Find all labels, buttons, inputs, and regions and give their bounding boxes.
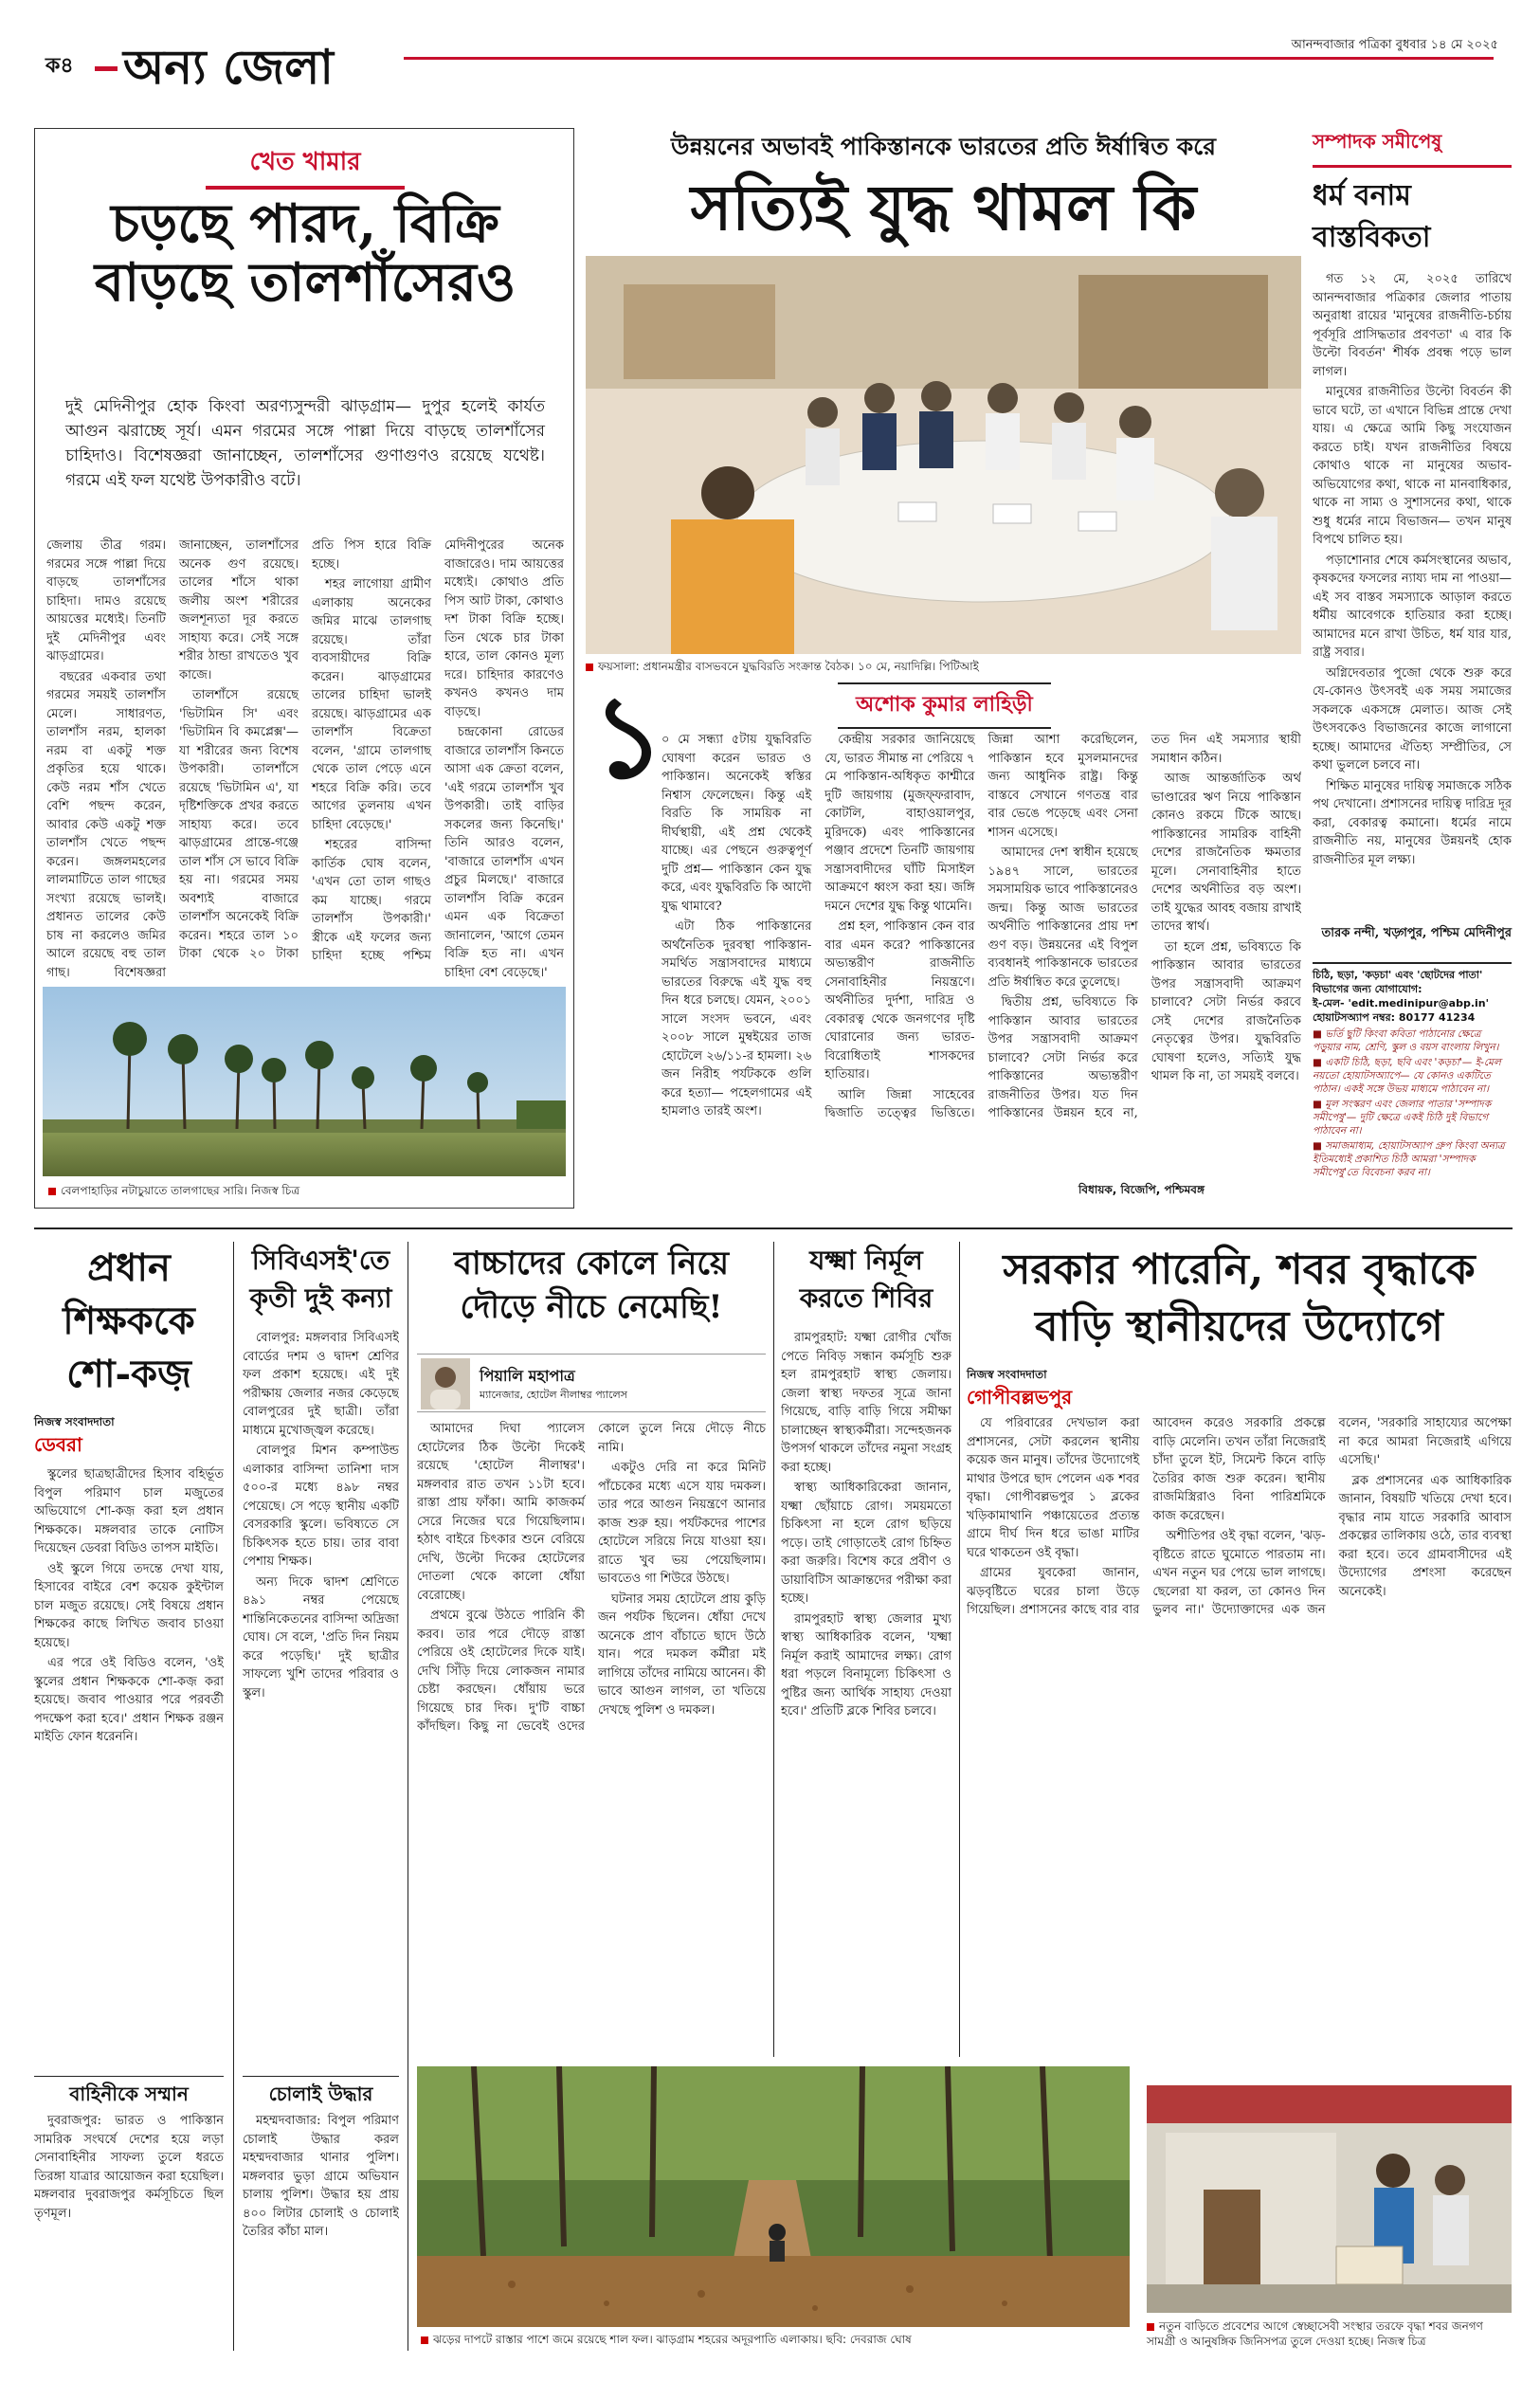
column-divider	[959, 1242, 960, 2057]
editor-section-title: সম্পাদক সমীপেষু	[1313, 128, 1512, 168]
page-number: ক৪	[45, 54, 74, 78]
cbse-headline: সিবিএসই'তে কৃতী দুই কন্যা	[249, 1245, 392, 1314]
khet-para: শহর লাগোয়া গ্রামীণ এলাকায় অনেকের জমির মাঝে তালগাছ রয়েছে। তাঁরা ব্যবসায়ীদের বিক্রি করেন। ঝাড়গ্রামের তালের চাহিদা ভালই রয়েছে। ঝাড়গ্রামের এক তালশাঁস বিক্রেতা বলেন, 'গ্রামে তালগাছ থেকে তাল পেড়ে এনে শহরে বিক্রি করি। তবে আগের তুলনায় এখন চাহিদা বেড়েছে।'	[312, 577, 431, 832]
khet-headline: চড়ছে পারদ, বিক্রি বাড়ছে তালশাঁসেরও	[94, 192, 516, 314]
khet-intro: দুই মেদিনীপুর হোক কিংবা অরণ্যসুন্দরী ঝাড়গ্রাম— দুপুর হলেই কার্যত আগুন ঝরাচ্ছে সূর্য। এমন গরমের সঙ্গে পাল্লা দিয়ে বাড়ছে তালশাঁসের চাহিদাও। বিশেষজ্ঞরা জানাচ্ছেন, তালশাঁসের গুণাগুণও রয়েছে যথেষ্ট। গরমে এই ফল যথেষ্ট উপকারীও বটে।	[65, 397, 545, 490]
khet-para: চন্দ্রকোনা রোডের বাজারে তালশাঁস কিনতে আসা এক ক্রেতা বলেন, 'এই গরমে তালশাঁস খুব উপকারী। তাই বাড়ির সকলের জন্য কিনেছি।' তিনি আরও বলেন, 'বাজারে তালশাঁস এখন প্রচুর মিলছে।' বাজারে তালশাঁস বিক্রি করেন এমন এক বিক্রেতা জানালেন, 'আগে তেমন বিক্রি হত না। এখন চাহিদা বেশ বেড়েছে।'	[444, 725, 564, 980]
tb-body	[781, 1329, 951, 2055]
headmaster-sub-body	[34, 2112, 224, 2358]
war-para: আমাদের দেশ স্বাধীন হয়েছে ১৯৪৭ সালে, ভারতের সমসাময়িক ভাবে পাকিস্তানেরও জন্ম। কিন্তু আজ ভারতের অর্থনীতি পাকিস্তানের প্রায় দশ গুণ বড়। উন্নয়নের এই বিপুল ব্যবধানই পাকিস্তানকে ভারতের প্রতি ঈর্ষান্বিত করে তুলেছে।	[987, 846, 1138, 990]
war-author-note: বিধায়ক, বিজেপি, পশ্চিমবঙ্গ	[1078, 1183, 1205, 1196]
war-kicker: উন্নয়নের অভাবই পাকিস্তানকে ভারতের প্রতি ঈর্ষান্বিত করে	[671, 133, 1216, 160]
headmaster-location: ডেবরা	[34, 1433, 82, 1456]
khet-body	[46, 536, 564, 982]
meeting-photo	[586, 256, 1301, 654]
shabar-house-photo	[1147, 2085, 1512, 2313]
editor-body	[1313, 270, 1512, 919]
cbse-subhead: চোলাই উদ্ধার	[243, 2076, 399, 2112]
khet-photo-caption-text: বেলপাহাড়ির নটাচুয়াতে তালগাছের সারি। নিজস্ব চিত্র	[61, 1184, 300, 1197]
headmaster-para: স্কুলের ছাত্রছাত্রীদের হিসাব বহির্ভূত বিপুল পরিমাণ চাল মজুতের অভিযোগে শো-কজ় করা হল প্রধান শিক্ষককে। মঙ্গলবার তাকে নোটিস দিয়েছেন ডেবরা বিডিও তাপস মাইতি।	[34, 1467, 224, 1555]
masthead	[0, 0, 1540, 114]
shabar-para: যে পরিবারের দেখভাল করা প্রশাসনের, সেটা করলেন স্থানীয় কয়েক জন মানুষ। তাঁদের উদ্যোগেই মাথার উপরে ছাদ পেলেন এক শবর বৃদ্ধা। গোপীবল্লভপুর ১ ব্লকের খড়িকামাথানি পঞ্চায়েতের প্রত্যন্ত গ্রামে দীর্ঘ দিন ধরে ভাঙা মাটির ঘরে থাকতেন ওই বৃদ্ধা।	[967, 1416, 1140, 1560]
column-divider	[773, 1242, 774, 2057]
caption-square-icon	[421, 2337, 428, 2344]
rescue-para: প্রথমে বুঝে উঠতে পারিনি কী করব। তার পরে দৌড়ে রাস্তা পেরিয়ে ওই হোটেলের দিকে যাই। দেখি সিঁড়ি দিয়ে লোকজন নামার চেষ্টা করছেন। ধোঁয়ায় ভরে গিয়েছে চার দিক। দু'টি বাচ্চা কাঁদছিল। কিছু না ভেবেই ওদের কোলে তুলে নিয়ে দৌড়ে নীচে নামি।	[417, 1422, 766, 1734]
tb-para: স্বাস্থ্য আধিকারিকেরা জানান, যক্ষ্মা ছোঁয়াচে রোগ। সময়মতো চিকিৎসা না হলে রোগ ছড়িয়ে পড়ে। তাই গোড়াতেই রোগ চিহ্নিত করা জরুরি। বিশেষ করে প্রবীণ ও ডায়াবিটিস আক্রান্তদের পরীক্ষা করা হচ্ছে।	[781, 1481, 951, 1606]
war-author: অশোক কুমার লাহিড়ী	[838, 682, 1051, 729]
editor-contact-heading: চিঠি, ছড়া, 'কড়চা' এবং 'ছোটদের পাতা' বিভাগের জন্য যোগাযোগ:	[1313, 969, 1483, 995]
avatar	[421, 1358, 470, 1409]
editor-rule: ■ ভর্তি ছুটি কিংবা কবিতা পাঠানোর ক্ষেত্রে পড়ুয়ার নাম, শ্রেণি, স্কুল ও বয়স বাংলায় লিখুন।	[1313, 1028, 1499, 1053]
section-title: অন্য জেলা	[123, 39, 334, 95]
shabar-para: অশীতিপর ওই বৃদ্ধা বলেন, 'ঝড়-বৃষ্টিতে রাতে ঘুমোতে পারতাম না। এখন নতুন ঘর পেয়ে ভাল লাগছে। ছেলেরা যা করল, তা কোনও দিন ভুলব না।' উদ্যোক্তাদের এক জন বলেন, 'সরকারি সাহায্যের অপেক্ষা না করে আমরা নিজেরাই এগিয়ে এসেছি।'	[1152, 1416, 1512, 1617]
rescue-para: আমাদের দিঘা প্যালেস হোটেলের ঠিক উল্টো দিকেই রয়েছে 'হোটেল নীলাম্বর'। মঙ্গলবার রাত তখন ১১টা হবে। রাস্তা প্রায় ফাঁকা। আমি কাজকর্ম সেরে নিজের ঘরে গিয়েছিলাম। হঠাৎ বাইরে চিৎকার শুনে বেরিয়ে দেখি, উল্টো দিকের হোটেলের দোতলা থেকে কালো ধোঁয়া বেরোচ্ছে।	[417, 1422, 585, 1603]
war-body	[661, 731, 1301, 1176]
cbse-article	[243, 1242, 399, 2360]
cbse-para: অন্য দিকে দ্বাদশ শ্রেণিতে ৪৯১ নম্বর পেয়েছে শান্তিনিকেতনের বাসিন্দা অদ্রিজা ঘোষ। সে বলে, 'প্রতি দিন নিয়ম করে পড়েছি।' দুই ছাত্রীর সাফল্যে খুশি তাদের পরিবার ও স্কুল।	[243, 1574, 399, 1700]
tb-article	[781, 1242, 951, 2057]
rescue-article	[417, 1242, 766, 2057]
headmaster-body	[34, 1465, 224, 2063]
column-divider	[233, 1242, 234, 2351]
shabar-photo-caption-text: নতুন বাড়িতে প্রবেশের আগে স্বেচ্ছাসেবী সংস্থার তরফে বৃদ্ধা শবর জনগণ সামগ্রী ও আনুষঙ্গিক জিনিসপত্র তুলে দেওয়া হচ্ছে। নিজস্ব চিত্র	[1147, 2319, 1483, 2348]
editor-rule: ■ মূল সংস্করণ এবং জেলার পাতার 'সম্পাদক সমীপেষু'— দুটি ক্ষেত্রে একই চিঠি দুই বিভাগে পাঠাবেন না।	[1313, 1099, 1492, 1136]
khet-article	[34, 128, 574, 1209]
headmaster-subhead: বাহিনীকে সম্মান	[34, 2076, 224, 2112]
section-bar	[95, 66, 118, 71]
editor-column	[1313, 128, 1512, 1209]
shabar-location: গোপীবল্লভপুর	[967, 1386, 1073, 1409]
rescue-person-box	[417, 1354, 766, 1412]
palm-tree-photo	[43, 987, 566, 1176]
war-para: আজ আন্তর্জাতিক অর্থ ভাণ্ডারের ঋণ নিয়ে পাকিস্তান কোনও রকমে টিকে আছে। পাকিস্তানের সামরিক বাহিনী দেশের রাজনৈতিক ক্ষমতার মূলে। সেনাবাহিনীর হাতে দেশের অর্থনীতির বড় অংশ। তাই যুদ্ধের আবহ বজায় রাখাই তাদের স্বার্থ।	[1150, 772, 1301, 934]
war-para: দ্বিতীয় প্রশ্ন, ভবিষ্যতে কি পাকিস্তান আবার ভারতের উপর সন্ত্রাসবাদী আক্রমণ চালাবে? সেটা নির্ভর করে পাকিস্তানের অভ্যন্তরীণ রাজনীতির উপর। যত দিন পাকিস্তানের উন্নয়ন হবে না, তত দিন এই সমস্যার স্থায়ী সমাধান কঠিন।	[987, 733, 1301, 1120]
editor-para: পড়াশোনার শেষে কর্মসংস্থানের অভাব, কৃষকদের ফসলের ন্যায্য দাম না পাওয়া— এই সব বাস্তব সমস্যাকে আড়াল করতে ধর্মীয় আবেগকে হাতিয়ার করা হচ্ছে। আমাদের মনে রাখা উচিত, ধর্ম যার যার, রাষ্ট্র সবার।	[1313, 553, 1512, 660]
cbse-sub-body	[243, 2112, 399, 2358]
editor-para: গত ১২ মে, ২০২৫ তারিখে আনন্দবাজার পত্রিকার জেলার পাতায় অনুরাধা রায়ের 'মানুষের রাজনীতি-চর্চায় পূর্বসূরি প্রাসিদ্ধতার প্রবণতা' এ বার কি উল্টো বিবর্তন' শীর্ষক প্রবন্ধ পড়ে ভাল লাগল।	[1313, 272, 1512, 379]
war-para: আলি জিন্না সাহেবের দ্বিজাতি তত্ত্বের ভিত্তিতে। জিন্না আশা করেছিলেন, পাকিস্তান হবে মুসলমানদের জন্য আধুনিক রাষ্ট্র। কিন্তু বাস্তবে সেখানে গণতন্ত্র বার বার ভেঙে পড়েছে এবং সেনা শাসন এসেছে।	[824, 733, 1138, 1120]
war-article	[586, 128, 1301, 1209]
rescue-body	[417, 1420, 766, 2055]
cbse-body	[243, 1329, 399, 2049]
section-divider	[34, 1227, 1513, 1229]
war-para: ০ মে সন্ধ্যা ৫টায় যুদ্ধবিরতি ঘোষণা করেন ভারত ও পাকিস্তান। অনেকেই স্বস্তির নিশ্বাস ফেলেছেন। কিন্তু এই বিরতি কি সাময়িক না দীর্ঘস্থায়ী, এই প্রশ্ন থেকেই যাচ্ছে। এর পেছনে গুরুত্বপূর্ণ দুটি প্রশ্ন— পাকিস্তান কেন যুদ্ধ করে, এবং যুদ্ধবিরতি কি আদৌ যুদ্ধ থামাবে?	[661, 733, 812, 914]
person-icon	[421, 1358, 470, 1409]
rescue-person-desc: ম্যানেজার, হোটেল নীলাম্বর প্যালেস	[480, 1389, 627, 1401]
editor-whatsapp: হোয়াটসঅ্যাপ নম্বর: 80177 41234	[1313, 1011, 1476, 1024]
rescue-headline: বাচ্চাদের কোলে নিয়ে দৌড়ে নীচে নেমেছি!	[454, 1245, 729, 1326]
meeting-illustration	[586, 256, 1301, 654]
shabar-para: ব্লক প্রশাসনের এক আধিকারিক জানান, বিষয়টি খতিয়ে দেখা হবে। বৃদ্ধার নাম যাতে সরকারি আবাস প্রকল্পের তালিকায় ওঠে, তার ব্যবস্থা করা হবে। তবে গ্রামবাসীদের এই উদ্যোগের প্রশংসা করেছেন অনেকেই।	[1338, 1473, 1512, 1599]
war-para: তা হলে প্রশ্ন, ভবিষ্যতে কি পাকিস্তান আবার ভারতের উপর সন্ত্রাসবাদী আক্রমণ চালাবে? সেটা নির্ভর করবে সেই দেশের রাজনৈতিক নেতৃত্বের উপর। যুদ্ধবিরতি ঘোষণা হলেও, সত্যিই যুদ্ধ থামল কি না, তা সময়ই বলবে।	[1150, 939, 1301, 1083]
forest-photo-caption-text: ঝড়ের দাপটে রাস্তার পাশে জমে রয়েছে শাল ফল। ঝাড়গ্রাম শহরের অদূরপাতি এলাকায়। ছবি: দেবরাজ ঘোষ	[433, 2333, 912, 2346]
editor-signature: তারক নন্দী, খড়্গপুর, পশ্চিম মেদিনীপুর	[1321, 926, 1512, 940]
khet-photo-caption	[48, 1183, 560, 1198]
editor-rule: ■ সমাজমাধ্যম, হোয়াটসঅ্যাপ গ্রুপ কিংবা অন্যত্র ইতিমধ্যেই প্রকাশিত চিঠি আমরা 'সম্পাদক সমীপেষু'তে বিবেচনা করব না।	[1313, 1140, 1505, 1178]
cbse-sub-para: মহম্মদবাজার: বিপুল পরিমাণ চোলাই উদ্ধার করল মহম্মদবাজার থানার পুলিশ। মঙ্গলবার ভুড়া গ্রামে অভিযান চালায় পুলিশ। উদ্ধার হয় প্রায় ৪০০ লিটার চোলাই ও চোলাই তৈরির কাঁচা মাল।	[243, 2114, 399, 2239]
caption-square-icon	[1147, 2323, 1154, 2331]
rescue-para: একটুও দেরি না করে মিনিট পাঁচেকের মধ্যে এসে যায় দমকল। তার পরে আগুন নিয়ন্ত্রণে আনার কাজ শুরু হয়। পর্যটকদের পাশের হোটেলে সরিয়ে নিয়ে যাওয়া হয়। রাতে খুব ভয় পেয়েছিলাম। ভাবতেও গা শিউরে উঠছে।	[598, 1461, 766, 1586]
editor-para: মানুষের রাজনীতির উল্টো বিবর্তন কী ভাবে ঘটে, তা এখানে বিভিন্ন প্রান্তে দেখা যায়। এ ক্ষেত্রে আমি কিছু সংযোজন করতে চাই। যখন রাজনীতির বিষয়ে কোথাও থাকে না মানুষের অভাব-অভিযোগের কথা, থাকে না মানবাধিকার, থাকে না সাম্য ও সুশাসনের কথা, থাকে শুধু ধর্মের নামে বিভাজন— তখন মানুষ বিপথে চালিত হয়।	[1313, 385, 1512, 547]
headmaster-para: ওই স্কুলে গিয়ে তদন্তে দেখা যায়, হিসাবের বাইরে বেশ কয়েক কুইন্টাল চাল মজুত রয়েছে। সেই বিষয়ে প্রধান শিক্ষকের কাছে লিখিত জবাব চাওয়া হয়েছে।	[34, 1561, 224, 1650]
headmaster-reporter: নিজস্ব সংবাদদাতা	[34, 1415, 115, 1428]
shabar-headline: সরকার পারেনি, শবর বৃদ্ধাকে বাড়ি স্থানীয়দের উদ্যোগে	[1003, 1246, 1476, 1351]
shabar-photo-caption	[1147, 2318, 1512, 2349]
khet-para: শহরের বাসিন্দা কার্তিক ঘোষ বলেন, 'এখন তো তাল গাছও কম যাচ্ছে। গরমে তালশাঁস উপকারী।' স্ত্রীকে এই ফলের জন্য চাহিদা হচ্ছে পশ্চিম মেদিনীপুরের অনেক বাজারেও। দাম আয়ত্তের মধ্যেই। কোথাও প্রতি পিস আট টাকা, কোথাও দশ টাকা বিক্রি হচ্ছে। তিন থেকে চার টাকা হারে, তাল কোনও মূল্য দরে। চাহিদার কারণেও কখনও কখনও দাম বাড়ছে।	[312, 538, 564, 963]
war-para: প্রশ্ন হল, পাকিস্তান কেন বার বার এমন করে? পাকিস্তানের অভ্যন্তরীণ রাজনীতি সেনাবাহিনীর নিয়ন্ত্রণে। অর্থনীতির দুর্দশা, দারিদ্র ও বেকারত্ব থেকে জনগণের দৃষ্টি ঘোরানোর জন্য ভারত-বিরোধিতাই শাসকদের হাতিয়ার।	[824, 919, 975, 1082]
war-photo-caption	[586, 659, 1301, 674]
editor-letter-title: ধর্ম বনাম বাস্তবিকতা	[1313, 179, 1431, 254]
khet-para: তালশাঁসে রয়েছে 'ভিটামিন সি' এবং 'ভিটামিন বি কমপ্লেক্স'— যা শরীরের জন্য বিশেষ উপকারী। তালশাঁসে রয়েছে 'ভিটামিন এ', যা দৃষ্টিশক্তিকে প্রখর করতে সাহায্য করে। তবে ঝাড়গ্রামের প্রান্তে-গঞ্জে তাল শাঁস সে ভাবে বিক্রি হয় না। গরমের সময় অবশ্যই বাজারে তালশাঁস অনেকেই বিক্রি করেন। শহরে তাল ১০ টাকা থেকে ২০ টাকা প্রতি পিস হারে বিক্রি হচ্ছে।	[179, 538, 431, 961]
war-dropcap: ১	[591, 670, 665, 804]
editor-para: শিক্ষিত মানুষের দায়িত্ব সমাজকে সঠিক পথ দেখানো। প্রশাসনের দায়িত্ব দারিদ্র দূর করা, বেকারত্ব কমানো। ধর্মের নামে রাজনীতি নয়, মানুষের উন্নয়নই হোক রাজনীতির মূল লক্ষ্য।	[1313, 778, 1512, 867]
khet-para: জেলায় তীব্র গরম। গরমের সঙ্গে পাল্লা দিয়ে বাড়ছে তালশাঁসের চাহিদা। দামও রয়েছে আয়ত্তের মধ্যেই। তিনটি দুই মেদিনীপুর এবং ঝাড়গ্রামের।	[46, 538, 166, 664]
masthead-red-line	[404, 57, 1494, 60]
cbse-para: বোলপুর: মঙ্গলবার সিবিএসই বোর্ডের দশম ও দ্বাদশ শ্রেণির ফল প্রকাশ হয়েছে। এই দুই পরীক্ষায় জেলার নজর কেড়েছে বোলপুরের দুই ছাত্রী। তাঁরা মাধ্যমে মুখোজ্জ্বল করেছে।	[243, 1331, 399, 1438]
war-photo-caption-text: ফয়সালা: প্রধানমন্ত্রীর বাসভবনে যুদ্ধবিরতি সংক্রান্ত বৈঠক। ১০ মে, নয়াদিল্লি। পিটিআই	[598, 660, 979, 673]
rescue-para: ঘটনার সময় হোটেলে প্রায় কুড়ি জন পর্যটক ছিলেন। ধোঁয়া দেখে অনেকে প্রাণ বাঁচাতে ছাদে উঠে যান। পরে দমকল কর্মীরা মই লাগিয়ে তাঁদের নামিয়ে আনেন। কী ভাবে আগুন লাগল, তা খতিয়ে দেখছে পুলিশ ও দমকল।	[598, 1591, 766, 1718]
editor-para: অগ্নিদেবতার পুজো থেকে শুরু করে যে-কোনও উৎসবই এক সময় সমাজের সকলকে একসঙ্গে মেলাত। আজ সেই উৎসবকেও বিভাজনের কাজে লাগানো হচ্ছে। আমাদের ঐতিহ্য সম্প্রীতির, সে কথা ভুললে চলবে না।	[1313, 665, 1512, 773]
headmaster-para: এর পরে ওই বিডিও বলেন, 'ওই স্কুলের প্রধান শিক্ষককে শো-কজ় করা হয়েছে। জবাব পাওয়ার পরে পরবর্তী পদক্ষেপ করা হবে।' প্রধান শিক্ষক রঞ্জন মাইতি ফোন ধরেননি।	[34, 1656, 224, 1744]
palm-tree-illustration	[43, 987, 566, 1176]
shabar-reporter: নিজস্ব সংবাদদাতা	[967, 1368, 1047, 1381]
war-headline: সত্যিই যুদ্ধ থামল কি	[690, 171, 1197, 245]
headmaster-sub-para: দুবরাজপুর: ভারত ও পাকিস্তান সামরিক সংঘর্ষে দেশের হয়ে লড়া সেনাবাহিনীর সাফল্য তুলে ধরতে তিরঙ্গা যাত্রার আয়োজন করা হয়েছিল। মঙ্গলবার দুবরাজপুর কর্মসূচিতে ছিল তৃণমূল।	[34, 2114, 224, 2221]
cbse-para: বোলপুর মিশন কম্পাউন্ড এলাকার বাসিন্দা তানিশা দাস ৫০০-র মধ্যে ৪৯৮ নম্বর পেয়েছে। সে পড়ে স্থানীয় একটি বেসরকারি স্কুলে। ভবিষ্যতে সে চিকিৎসক হতে চায়। তার বাবা পেশায় শিক্ষক।	[243, 1444, 399, 1569]
shabar-body	[967, 1414, 1512, 2078]
tb-para: রামপুরহাট: যক্ষ্মা রোগীর খোঁজ পেতে নিবিড় সন্ধান কর্মসূচি শুরু হল রামপুরহাট স্বাস্থ্য জেলায়। জেলা স্বাস্থ্য দফতর সূত্রে জানা গিয়েছে, বাড়ি বাড়ি গিয়ে সমীক্ষা চালাচ্ছেন স্বাস্থ্যকর্মীরা। সন্দেহজনক উপসর্গ থাকলে তাঁদের নমুনা সংগ্রহ করা হচ্ছে।	[781, 1331, 951, 1475]
war-para: এটা ঠিক পাকিস্তানের অর্থনৈতিক দুরবস্থা পাকিস্তান-সমর্থিত সন্ত্রাসবাদের মাধ্যমে ভারতের বিরুদ্ধে এই যুদ্ধ বহু দিন ধরে চলছে। যেমন, ২০০১ সালে সংসদ ভবনে, এবং ২০০৮ সালে মুম্বইয়ের তাজ হোটেলে ২৬/১১-র হামলা। ২৬ জন নিরীহ পর্যটককে গুলি করে হত্যা— পহেলগামের এই হামলাও তারই অংশ।	[661, 919, 812, 1118]
editor-email[interactable]: ই-মেল- 'edit.medinipur@abp.in'	[1313, 997, 1489, 1009]
rescue-person-name: পিয়ালি মহাপাত্র	[480, 1367, 575, 1385]
headmaster-article	[34, 1242, 224, 2360]
newspaper-date: আনন্দবাজার পত্রিকা বুধবার ১৪ মে ২০২৫	[1291, 38, 1498, 52]
shabar-article	[967, 1242, 1512, 2360]
editor-contact-box	[1313, 962, 1512, 1204]
tb-para: রামপুরহাট স্বাস্থ্য জেলার মুখ্য স্বাস্থ্য আধিকারিক বলেন, 'যক্ষ্মা নির্মূল করাই আমাদের লক্ষ্য। রোগ ধরা পড়লে বিনামূল্যে চিকিৎসা ও পুষ্টির জন্য আর্থিক সাহায্য দেওয়া হবে।' প্রতিটি ব্লকে শিবির চলবে।	[781, 1611, 951, 1718]
caption-square-icon	[48, 1188, 56, 1195]
war-para: কেন্দ্রীয় সরকার জানিয়েছে যে, ভারত সীমান্ত না পেরিয়ে ৭ মে পাকিস্তান-অধিকৃত কাশ্মীরে দুটি জায়গায় (মুজফ্‌ফরাবাদ, কোটলি, বাহাওয়ালপুর, মুরিদকে) এবং পাকিস্তানের পঞ্জাব প্রদেশে তিনটি জায়গায় সন্ত্রাসবাদীদের ঘাঁটি মিসাইল আক্রমণে ধ্বংস করা হয়। জঙ্গি দমনে দেশের যুদ্ধ কিন্তু থামেনি।	[824, 733, 975, 914]
house-handover-illustration	[1147, 2085, 1512, 2313]
shabar-para: গ্রামের যুবকেরা জানান, ঝড়বৃষ্টিতে ঘরের চালা উড়ে গিয়েছিল। প্রশাসনের কাছে বার বার আবেদন করেও সরকারি প্রকল্পে বাড়ি মেলেনি। তখন তাঁরা নিজেরাই চাঁদা তুলে ইট, সিমেন্ট কিনে বাড়ি তৈরির কাজ শুরু করেন। স্থানীয় রাজমিস্ত্রিরাও বিনা পারিশ্রমিকে কাজ করেছেন।	[967, 1416, 1326, 1617]
tb-headline: যক্ষ্মা নির্মূল করতে শিবির	[799, 1245, 933, 1314]
khet-kicker: খেত খামার	[206, 142, 405, 190]
headmaster-headline: প্রধান শিক্ষককে শো-কজ়	[63, 1246, 195, 1396]
khet-para: বছরের একবার তথা গরমের সময়ই তালশাঁস মেলে। সাধারণত, তালশাঁস নরম, হালকা নরম বা একটু শক্ত প্রকৃতির হয়ে থাকে। কেউ নরম শাঁস খেতে বেশি পছন্দ করেন, আবার কেউ একটু শক্ত তালশাঁস খেতে পছন্দ করেন। জঙ্গলমহলের লালমাটিতে তাল গাছের সংখ্যা রয়েছে ভালই। প্রধানত তালের কেউ চাষ না করলেও জমির আলে রয়েছে বহু তাল গাছ। বিশেষজ্ঞরা জানাচ্ছেন, তালশাঁসের অনেক গুণ রয়েছে। তালের শাঁসে থাকা জলীয় অংশ শরীরের জলশূন্যতা দূর করতে সাহায্য করে। সেই সঙ্গে শরীর ঠান্ডা রাখতেও খুব কাজে।	[46, 538, 299, 980]
editor-rule: ■ একটি চিঠি, ছড়া, ছবি এবং 'কড়চা'— ই-মেল নয়তো হোয়াটসঅ্যাপে— যে কোনও একটিতে পাঠান। একই সঙ্গে উভয় মাধ্যমে পাঠাবেন না।	[1313, 1057, 1501, 1095]
